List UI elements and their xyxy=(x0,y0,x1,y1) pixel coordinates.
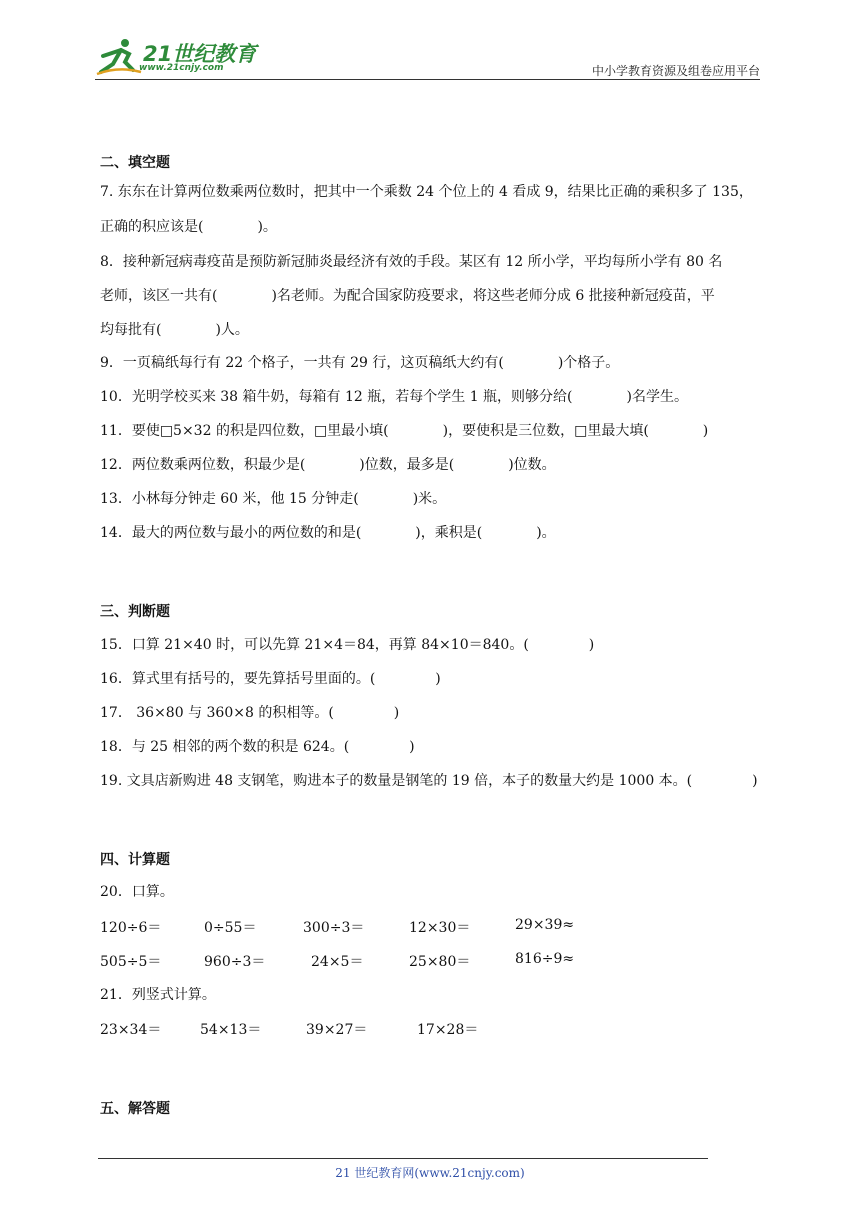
q16-text-after: ) xyxy=(435,671,441,687)
question-14 xyxy=(100,523,556,543)
site-logo xyxy=(95,36,265,78)
vertical-calc-item: 39×27＝ xyxy=(306,1022,368,1038)
q7-text-before: 正确的积应该是( xyxy=(100,219,204,235)
q15-text-before: 15．口算 21×40 时，可以先算 21×4＝84，再算 84×10＝840。( xyxy=(100,637,529,653)
question-20: 20．口算。 xyxy=(100,884,174,900)
oral-calc-item: 0÷55＝ xyxy=(204,920,257,936)
q8c-text-after: )人。 xyxy=(215,322,249,338)
section-heading-judge: 三、判断题 xyxy=(100,604,170,620)
q9-text-after: )个格子。 xyxy=(557,355,620,371)
question-7-line-1: 7. 东东在计算两位数乘两位数时，把其中一个乘数 24 个位上的 4 看成 9，结果比正确的乘积多了 135， xyxy=(100,184,753,200)
question-18 xyxy=(100,737,415,757)
question-11 xyxy=(100,421,708,441)
q13-text-before: 13．小林每分钟走 60 米，他 15 分钟走( xyxy=(100,491,359,507)
q18-text-after: ) xyxy=(409,739,415,755)
q12-text-mid: )位数，最多是( xyxy=(359,457,455,473)
question-8-line-1: 8．接种新冠病毒疫苗是预防新冠肺炎最经济有效的手段。某区有 12 所小学，平均每所小学有 80 名 xyxy=(100,254,723,270)
q16-text-before: 16．算式里有括号的，要先算括号里面的。( xyxy=(100,671,376,687)
runner-logo-icon xyxy=(95,36,145,78)
q12-text-before: 12．两位数乘两位数，积最少是( xyxy=(100,457,306,473)
question-7-line-2 xyxy=(100,217,277,237)
oral-calc-item: 816÷9≈ xyxy=(515,951,575,967)
q17-text-before: 17． 36×80 与 360×8 的积相等。( xyxy=(100,705,334,721)
q15-text-after: ) xyxy=(588,637,595,653)
platform-name: 中小学教育资源及组卷应用平台 xyxy=(591,64,760,78)
question-15 xyxy=(100,635,594,655)
q19-text-after: ) xyxy=(752,773,758,789)
question-21: 21．列竖式计算。 xyxy=(100,987,216,1003)
q17-text-after: ) xyxy=(393,705,400,721)
oral-calc-item: 29×39≈ xyxy=(515,917,575,933)
vertical-calc-item: 17×28＝ xyxy=(417,1022,479,1038)
q18-text-before: 18．与 25 相邻的两个数的积是 624。( xyxy=(100,739,350,755)
logo-text: 21世纪教育 xyxy=(143,42,257,66)
q13-text-after: )米。 xyxy=(412,491,447,507)
q11-text-mid: )，要使积是三位数，□里最大填( xyxy=(442,423,649,439)
q11-text-before: 11．要使□5×32 的积是四位数，□里最小填( xyxy=(100,423,389,439)
oral-calc-item: 505÷5＝ xyxy=(100,954,162,970)
q11-text-after: ) xyxy=(702,423,709,439)
vertical-calc-item: 23×34＝ xyxy=(100,1022,162,1038)
footer-divider xyxy=(98,1158,708,1159)
logo-url: www.21cnjy.com xyxy=(139,63,224,73)
oral-calc-item: 12×30＝ xyxy=(409,920,471,936)
q7-text-after: )。 xyxy=(257,219,277,235)
oral-calc-item: 300÷3＝ xyxy=(303,920,365,936)
q9-text-before: 9．一页稿纸每行有 22 个格子，一共有 29 行，这页稿纸大约有( xyxy=(100,355,504,371)
question-8-line-3 xyxy=(100,320,249,340)
footer-link[interactable]: 21 世纪教育网(www.21cnjy.com) xyxy=(335,1166,525,1180)
q10-text-before: 10．光明学校买来 38 箱牛奶，每箱有 12 瓶，若每个学生 1 瓶，则够分给( xyxy=(100,389,573,405)
question-17 xyxy=(100,703,399,723)
question-12 xyxy=(100,455,556,475)
q8-text-after: )名老师。为配合国家防疫要求，将这些老师分成 6 批接种新冠疫苗，平 xyxy=(271,288,715,304)
question-8-line-2 xyxy=(100,286,715,306)
question-19 xyxy=(100,771,758,791)
q12-text-after: )位数。 xyxy=(508,457,556,473)
q8c-text-before: 均每批有( xyxy=(100,322,162,338)
q8-text-before: 老师，该区一共有( xyxy=(100,288,218,304)
question-10 xyxy=(100,387,688,407)
q14-text-after: )。 xyxy=(536,525,556,541)
vertical-calc-item: 54×13＝ xyxy=(200,1022,262,1038)
q19-text-before: 19. 文具店新购进 48 支钢笔，购进本子的数量是钢笔的 19 倍，本子的数量大约是 1000 本。( xyxy=(100,773,693,789)
section-heading-fill: 二、填空题 xyxy=(100,155,170,171)
q14-text-before: 14．最大的两位数与最小的两位数的和是( xyxy=(100,525,362,541)
oral-calc-item: 120÷6＝ xyxy=(100,920,162,936)
question-13 xyxy=(100,489,446,509)
question-9 xyxy=(100,353,619,373)
q10-text-after: )名学生。 xyxy=(626,389,688,405)
header-divider xyxy=(95,79,760,80)
q14-text-mid: )，乘积是( xyxy=(415,525,483,541)
section-heading-answer: 五、解答题 xyxy=(100,1101,170,1117)
oral-calc-item: 24×5＝ xyxy=(311,954,364,970)
section-heading-calc: 四、计算题 xyxy=(100,852,170,868)
oral-calc-item: 25×80＝ xyxy=(409,954,471,970)
question-16 xyxy=(100,669,441,689)
oral-calc-item: 960÷3＝ xyxy=(204,954,266,970)
page-header xyxy=(95,36,760,80)
